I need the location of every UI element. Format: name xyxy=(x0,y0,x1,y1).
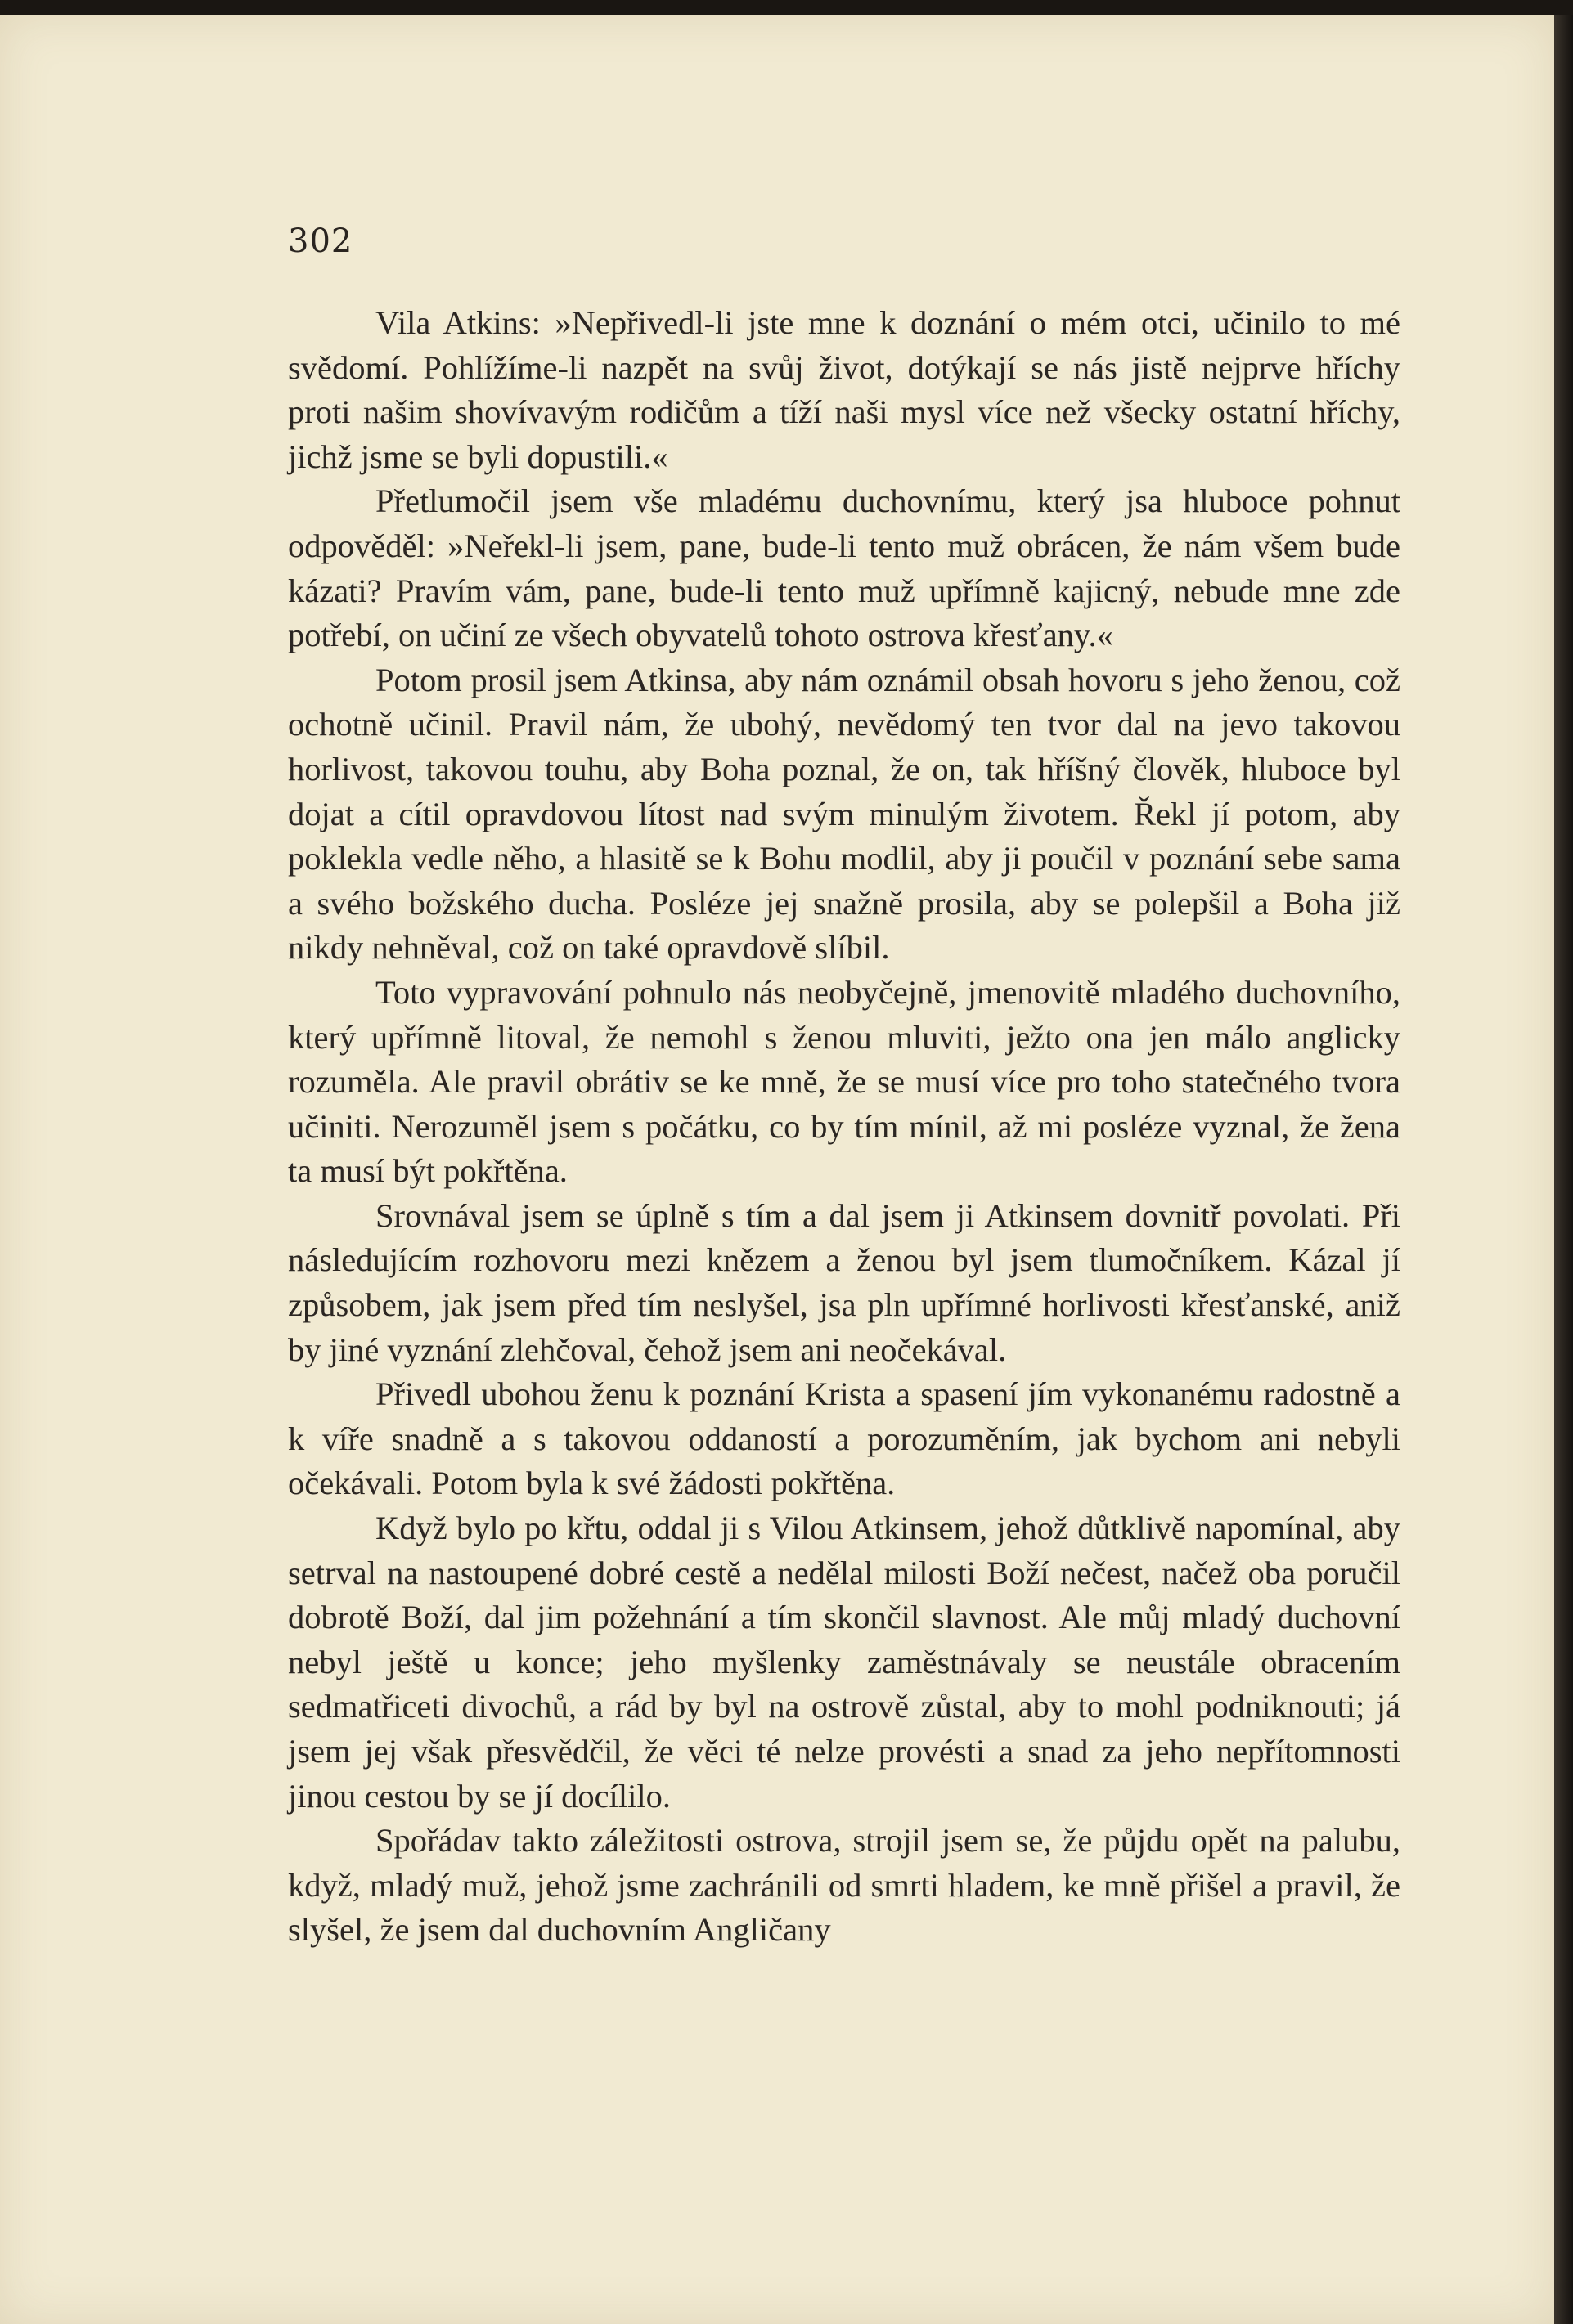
paragraph: Srovnával jsem se úplně s tím a dal jsem ji Atkinsem dovnitř povolati. Při následujícím rozhovoru mezi knězem a ženou byl jsem tlumočníkem. Kázal jí způsobem, jak jsem před tím neslyšel, jsa pln upřímné horlivosti křesťanské, aniž by jiné vyznání zlehčoval, čehož jsem ani neočekával. xyxy=(288,1196,1400,1368)
paragraph: Potom prosil jsem Atkinsa, aby nám oznámil obsah hovoru s jeho ženou, což ochotně učinil. Pravil nám, že ubohý, nevědomý ten tvor dal na jevo takovou horlivost, takovou touhu, aby Boha poznal, že on, tak hříšný člověk, hluboce byl dojat a cítil opravdovou lítost nad svým minulým životem. Řekl jí potom, aby poklekla vedle něho, a hlasitě se k Bohu modlil, aby ji poučil v poznání sebe sama a svého božského ducha. Posléze jej snažně prosila, aby se polepšil a Boha již nikdy nehněval, což on také opravdově slíbil. xyxy=(288,661,1400,967)
scan-border xyxy=(1554,15,1573,2324)
paragraph: Přetlumočil jsem vše mladému duchovnímu, který jsa hluboce pohnut odpověděl: »Neřekl-li jsem, pane, bude-li tento muž obrácen, že nám všem bude kázati? Pravím vám, pane, bude-li tento muž upřímně kajicný, nebude mne zde potřebí, on učiní ze všech obyvatelů tohoto ostrova křesťany.« xyxy=(288,482,1400,654)
paragraph: Když bylo po křtu, oddal ji s Vilou Atkinsem, jehož důtklivě napomínal, aby setrval na nastoupené dobré cestě a nedělal milosti Boží nečest, načež oba poručil dobrotě Boží, dal jim požehnání a tím skončil slavnost. Ale můj mladý duchovní nebyl ještě u konce; jeho myšlenky zaměstnávaly se neustále obracením sedmatřiceti divochů, a rád by byl na ostrově zůstal, aby to mohl podniknouti; já jsem jej však přesvědčil, že věci té nelze provésti a snad za jeho nepřítomnosti jinou cestou by se jí docílilo. xyxy=(288,1510,1400,1815)
page-number: 302 xyxy=(288,222,353,260)
body-text xyxy=(288,301,1400,1953)
paragraph: Spořádav takto záležitosti ostrova, strojil jsem se, že půjdu opět na palubu, když, mladý muž, jehož jsme zachránili od smrti hladem, ke mně přišel a pravil, že slyšel, že jsem dal duchovním Angličany xyxy=(288,1822,1400,1949)
paragraph: Toto vypravování pohnulo nás neobyčejně, jmenovitě mladého duchovního, který upřímně litoval, že nemohl s ženou mluviti, ježto ona jen málo anglicky rozuměla. Ale pravil obrátiv se ke mně, že se musí více pro toho statečného tvora učiniti. Nerozuměl jsem s počátku, co by tím mínil, až mi posléze vyznal, že žena ta musí být pokřtěna. xyxy=(288,973,1400,1190)
paragraph: Přivedl ubohou ženu k poznání Krista a spasení jím vykonanému radostně a k víře snadně a s takovou oddaností a porozuměním, jak bychom ani nebyli očekávali. Potom byla k své žádosti pokřtěna. xyxy=(288,1375,1400,1502)
paragraph: Vila Atkins: »Nepřivedl-li jste mne k doznání o mém otci, učinilo to mé svědomí. Pohlížíme-li nazpět na svůj život, dotýkají se nás jistě nejprve hříchy proti našim shovívavým rodičům a tíží naši mysl více než všecky ostatní hříchy, jichž jsme se byli dopustili.« xyxy=(288,304,1400,475)
